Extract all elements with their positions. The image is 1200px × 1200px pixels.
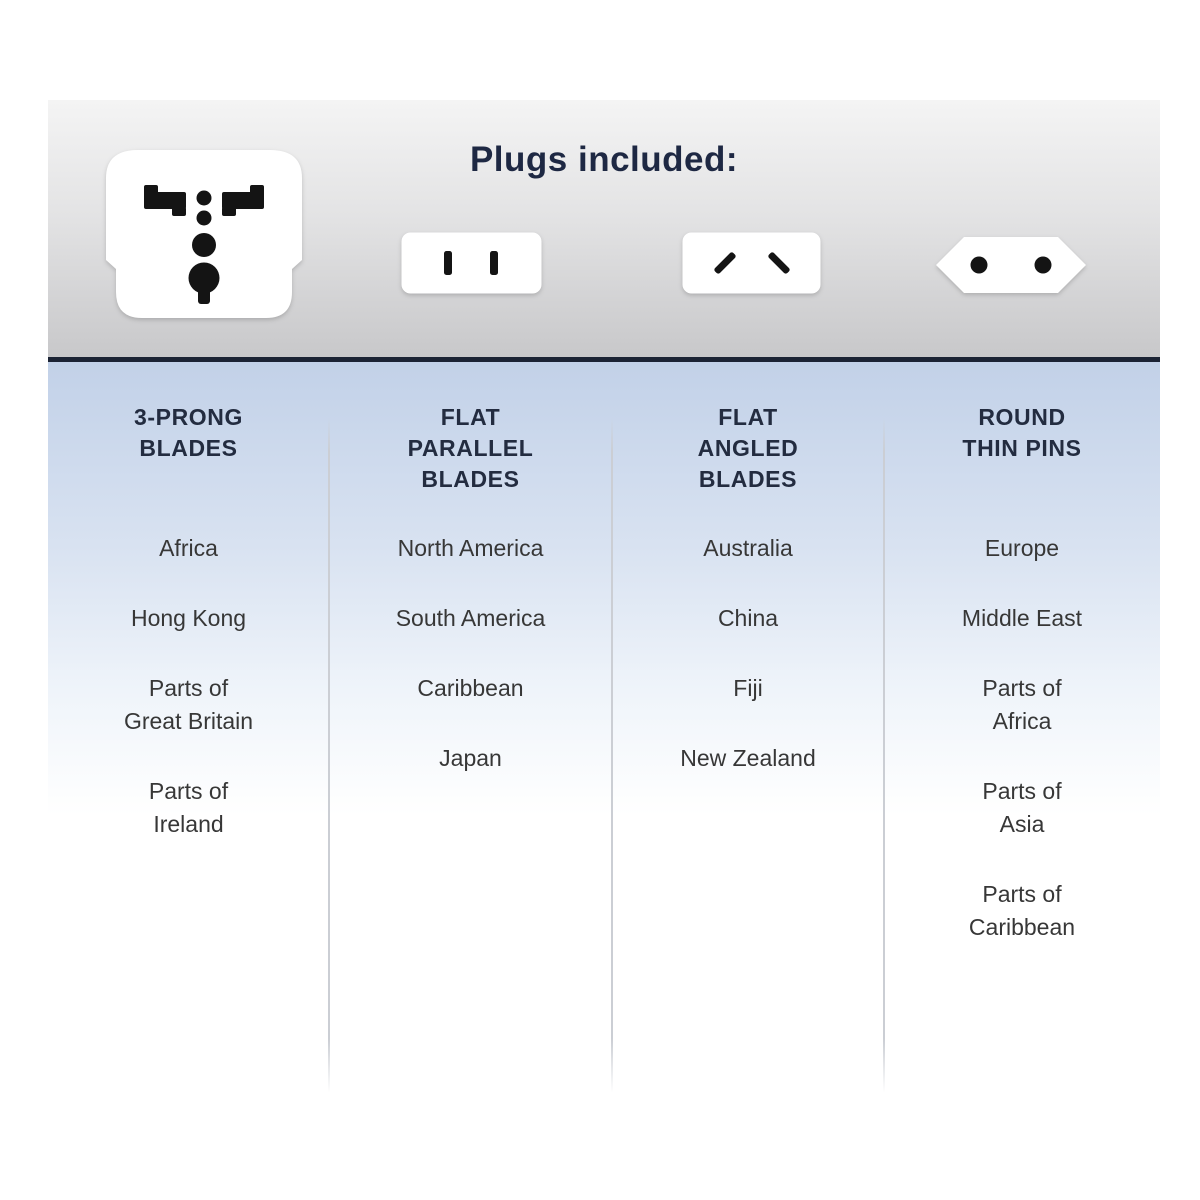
plug-type-label: FLAT ANGLED BLADES bbox=[697, 404, 799, 492]
flat-parallel-blades-plug-icon bbox=[401, 232, 542, 294]
plug-column-flat-parallel-blades bbox=[329, 362, 612, 1093]
plug-column-round-thin-pins bbox=[884, 362, 1160, 1093]
region-item: Africa bbox=[159, 535, 218, 561]
region-item: Fiji bbox=[733, 675, 763, 701]
page-title: Plugs included: bbox=[469, 140, 739, 180]
region-item: Japan bbox=[439, 745, 502, 771]
region-item: Europe bbox=[984, 535, 1060, 561]
plug-column-flat-angled-blades bbox=[612, 362, 884, 1093]
region-list bbox=[612, 532, 884, 775]
region-item: China bbox=[717, 605, 779, 631]
round-thin-pins-plug-icon bbox=[936, 236, 1086, 294]
plug-column-3-prong-blades bbox=[48, 362, 329, 1093]
region-list bbox=[329, 532, 612, 775]
region-item: Caribbean bbox=[417, 675, 524, 701]
region-list bbox=[48, 532, 329, 841]
region-item: Parts of Great Britain bbox=[123, 675, 254, 734]
region-item: North America bbox=[397, 535, 544, 561]
region-item: Hong Kong bbox=[130, 605, 247, 631]
region-item: Middle East bbox=[961, 605, 1083, 631]
region-list bbox=[884, 532, 1160, 944]
region-item: Parts of Africa bbox=[982, 675, 1062, 734]
region-item: Australia bbox=[703, 535, 793, 561]
region-item: New Zealand bbox=[680, 745, 816, 771]
plug-type-label: ROUND THIN PINS bbox=[962, 404, 1082, 461]
region-item: South America bbox=[395, 605, 546, 631]
plug-type-label: 3-PRONG BLADES bbox=[134, 404, 243, 461]
flat-angled-blades-plug-icon bbox=[682, 232, 821, 294]
region-item: Parts of Caribbean bbox=[968, 881, 1076, 940]
region-item: Parts of Asia bbox=[982, 778, 1062, 837]
universal-3-prong-plug-icon bbox=[104, 148, 304, 320]
plug-type-label: FLAT PARALLEL BLADES bbox=[407, 404, 534, 492]
plugs-header-panel bbox=[48, 100, 1160, 357]
region-item: Parts of Ireland bbox=[148, 778, 229, 837]
plug-types-panel bbox=[48, 362, 1160, 1093]
